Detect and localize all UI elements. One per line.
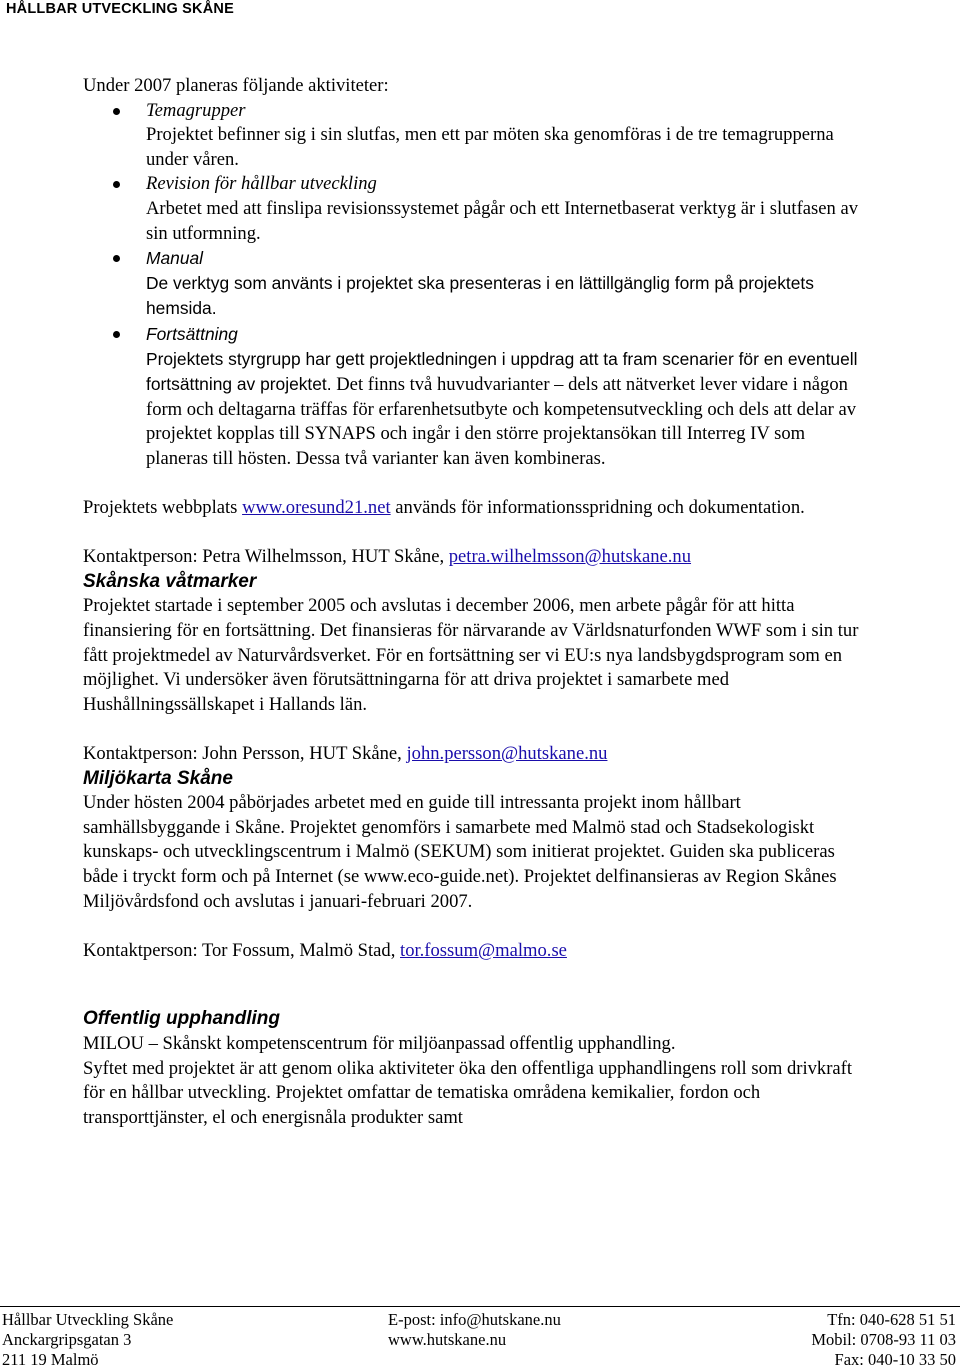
list-item-body: Projektet befinner sig i sin slutfas, men ett par möten ska genomföras i de tre temagrupperna under våren.	[146, 124, 834, 170]
footer-street: Anckargripsgatan 3	[2, 1330, 132, 1349]
list-item-title: Fortsättning	[146, 323, 238, 344]
contact-email-link[interactable]: petra.wilhelmsson@hutskane.nu	[448, 546, 692, 568]
contact-text: Kontaktperson: Tor Fossum, Malmö Stad,	[83, 939, 401, 961]
footer-mobile: Mobil: 0708-93 11 03	[811, 1330, 956, 1349]
footer-fax: Fax: 040-10 33 50	[834, 1350, 956, 1369]
webbplats-link[interactable]: www.oresund21.net	[242, 497, 391, 519]
page-header-title: HÅLLBAR UTVECKLING SKÅNE	[6, 1, 234, 17]
list-item-title: Revision för hållbar utveckling	[146, 173, 377, 195]
webbplats-paragraph	[83, 496, 863, 521]
page-footer	[0, 1310, 958, 1370]
contact-text: Kontaktperson: John Persson, HUT Skåne,	[83, 743, 407, 765]
section-line-upphandling: MILOU – Skånskt kompetenscentrum för miljöanpassad offentlig upphandling.	[83, 1032, 676, 1054]
section-heading-vatmarker: Skånska våtmarker	[83, 570, 257, 592]
section-heading-upphandling: Offentlig upphandling	[83, 1008, 281, 1030]
list-item	[83, 246, 863, 322]
list-item-body: Det finns två huvudvarianter – dels att nätverket lever vidare i någon form och deltagarna träffas för erfarenhetsutbyte och kompetensutveckling och dels att delar av projektet kopplas till SYNAPS och ingår i den större projektansökan till Interreg IV som planeras till hösten. Dessa två varianter kan även kombineras.	[146, 374, 857, 469]
footer-phone: Tfn: 040-628 51 51	[827, 1310, 956, 1329]
main-content	[83, 74, 863, 1130]
webbplats-text-after: används för informationsspridning och dokumentation.	[390, 497, 805, 519]
bullet-icon	[113, 255, 120, 262]
list-item-body-sans: Projektets styrgrupp har gett projektledningen i uppdrag att ta fram scenarier för en eventuell fortsättning av projektet.	[146, 348, 858, 395]
list-item	[83, 322, 863, 472]
list-item-title: Temagrupper	[146, 99, 246, 121]
bullet-icon	[113, 331, 120, 338]
section-heading-miljokarta: Miljökarta Skåne	[83, 767, 233, 789]
list-item	[83, 172, 863, 246]
webbplats-text: Projektets webbplats	[83, 497, 243, 519]
contact-text: Kontaktperson: Petra Wilhelmsson, HUT Skåne,	[83, 546, 449, 568]
intro-text: Under 2007 planeras följande aktiviteter:	[83, 75, 389, 96]
contact-email-link[interactable]: john.persson@hutskane.nu	[406, 743, 608, 765]
list-item-title: Manual	[146, 248, 204, 269]
section-body-upphandling: Syftet med projektet är att genom olika aktiviteter öka den offentliga upphandlingens roll som drivkraft för en hållbar utveckling. Projektet omfattar de tematiska områdena kemikalier, fordon och transporttjänster, el och energisnåla produkter samt	[83, 1057, 853, 1128]
footer-postal: 211 19 Malmö	[2, 1350, 99, 1369]
section-body-vatmarker: Projektet startade i september 2005 och avslutas i december 2006, men arbete pågår för att hitta finansiering för en fortsättning. Det finansieras för närvarande av Världsnaturfonden WWF som i sin tur fått projektmedel av Naturvårdsverket. För en fortsättning ser vi EU:s nya landsbygdsprogram som en möjlighet. Vi undersöker även förutsättningarna för att driva projektet i samarbete med Hushållningssällskapet i Hallands län.	[83, 595, 859, 715]
bullet-icon	[113, 108, 120, 115]
list-item-body: Arbetet med att finslipa revisionssystemet pågår och ett Internetbaserat verktyg är i slutfasen av sin utformning.	[146, 197, 859, 244]
contact-john	[83, 742, 863, 767]
footer-email: E-post: info@hutskane.nu	[388, 1310, 561, 1329]
list-item-body: De verktyg som använts i projektet ska presenteras i en lättillgänglig form på projektets hemsida.	[146, 272, 814, 319]
contact-email-link[interactable]: tor.fossum@malmo.se	[400, 939, 567, 961]
footer-divider	[0, 1306, 960, 1307]
footer-org-name: Hållbar Utveckling Skåne	[2, 1310, 174, 1329]
activity-list	[83, 99, 863, 472]
section-body-miljokarta: Under hösten 2004 påbörjades arbetet med en guide till intressanta projekt inom hållbart samhällsbyggande i Skåne. Projektet genomförs i samarbete med Malmö stad och Stadsekologiskt kunskaps- och utvecklingscentrum i Malmö (SEKUM) som initierat projektet. Guiden ska publiceras både i tryckt form och på Internet (se www.eco-guide.net). Projektet delfinansieras av Region Skånes Miljövårdsfond och avslutas i januari-februari 2007.	[83, 792, 837, 912]
footer-website: www.hutskane.nu	[388, 1330, 507, 1349]
bullet-icon	[113, 181, 120, 188]
contact-tor	[83, 939, 863, 964]
list-item	[83, 99, 863, 173]
contact-petra	[83, 545, 863, 570]
